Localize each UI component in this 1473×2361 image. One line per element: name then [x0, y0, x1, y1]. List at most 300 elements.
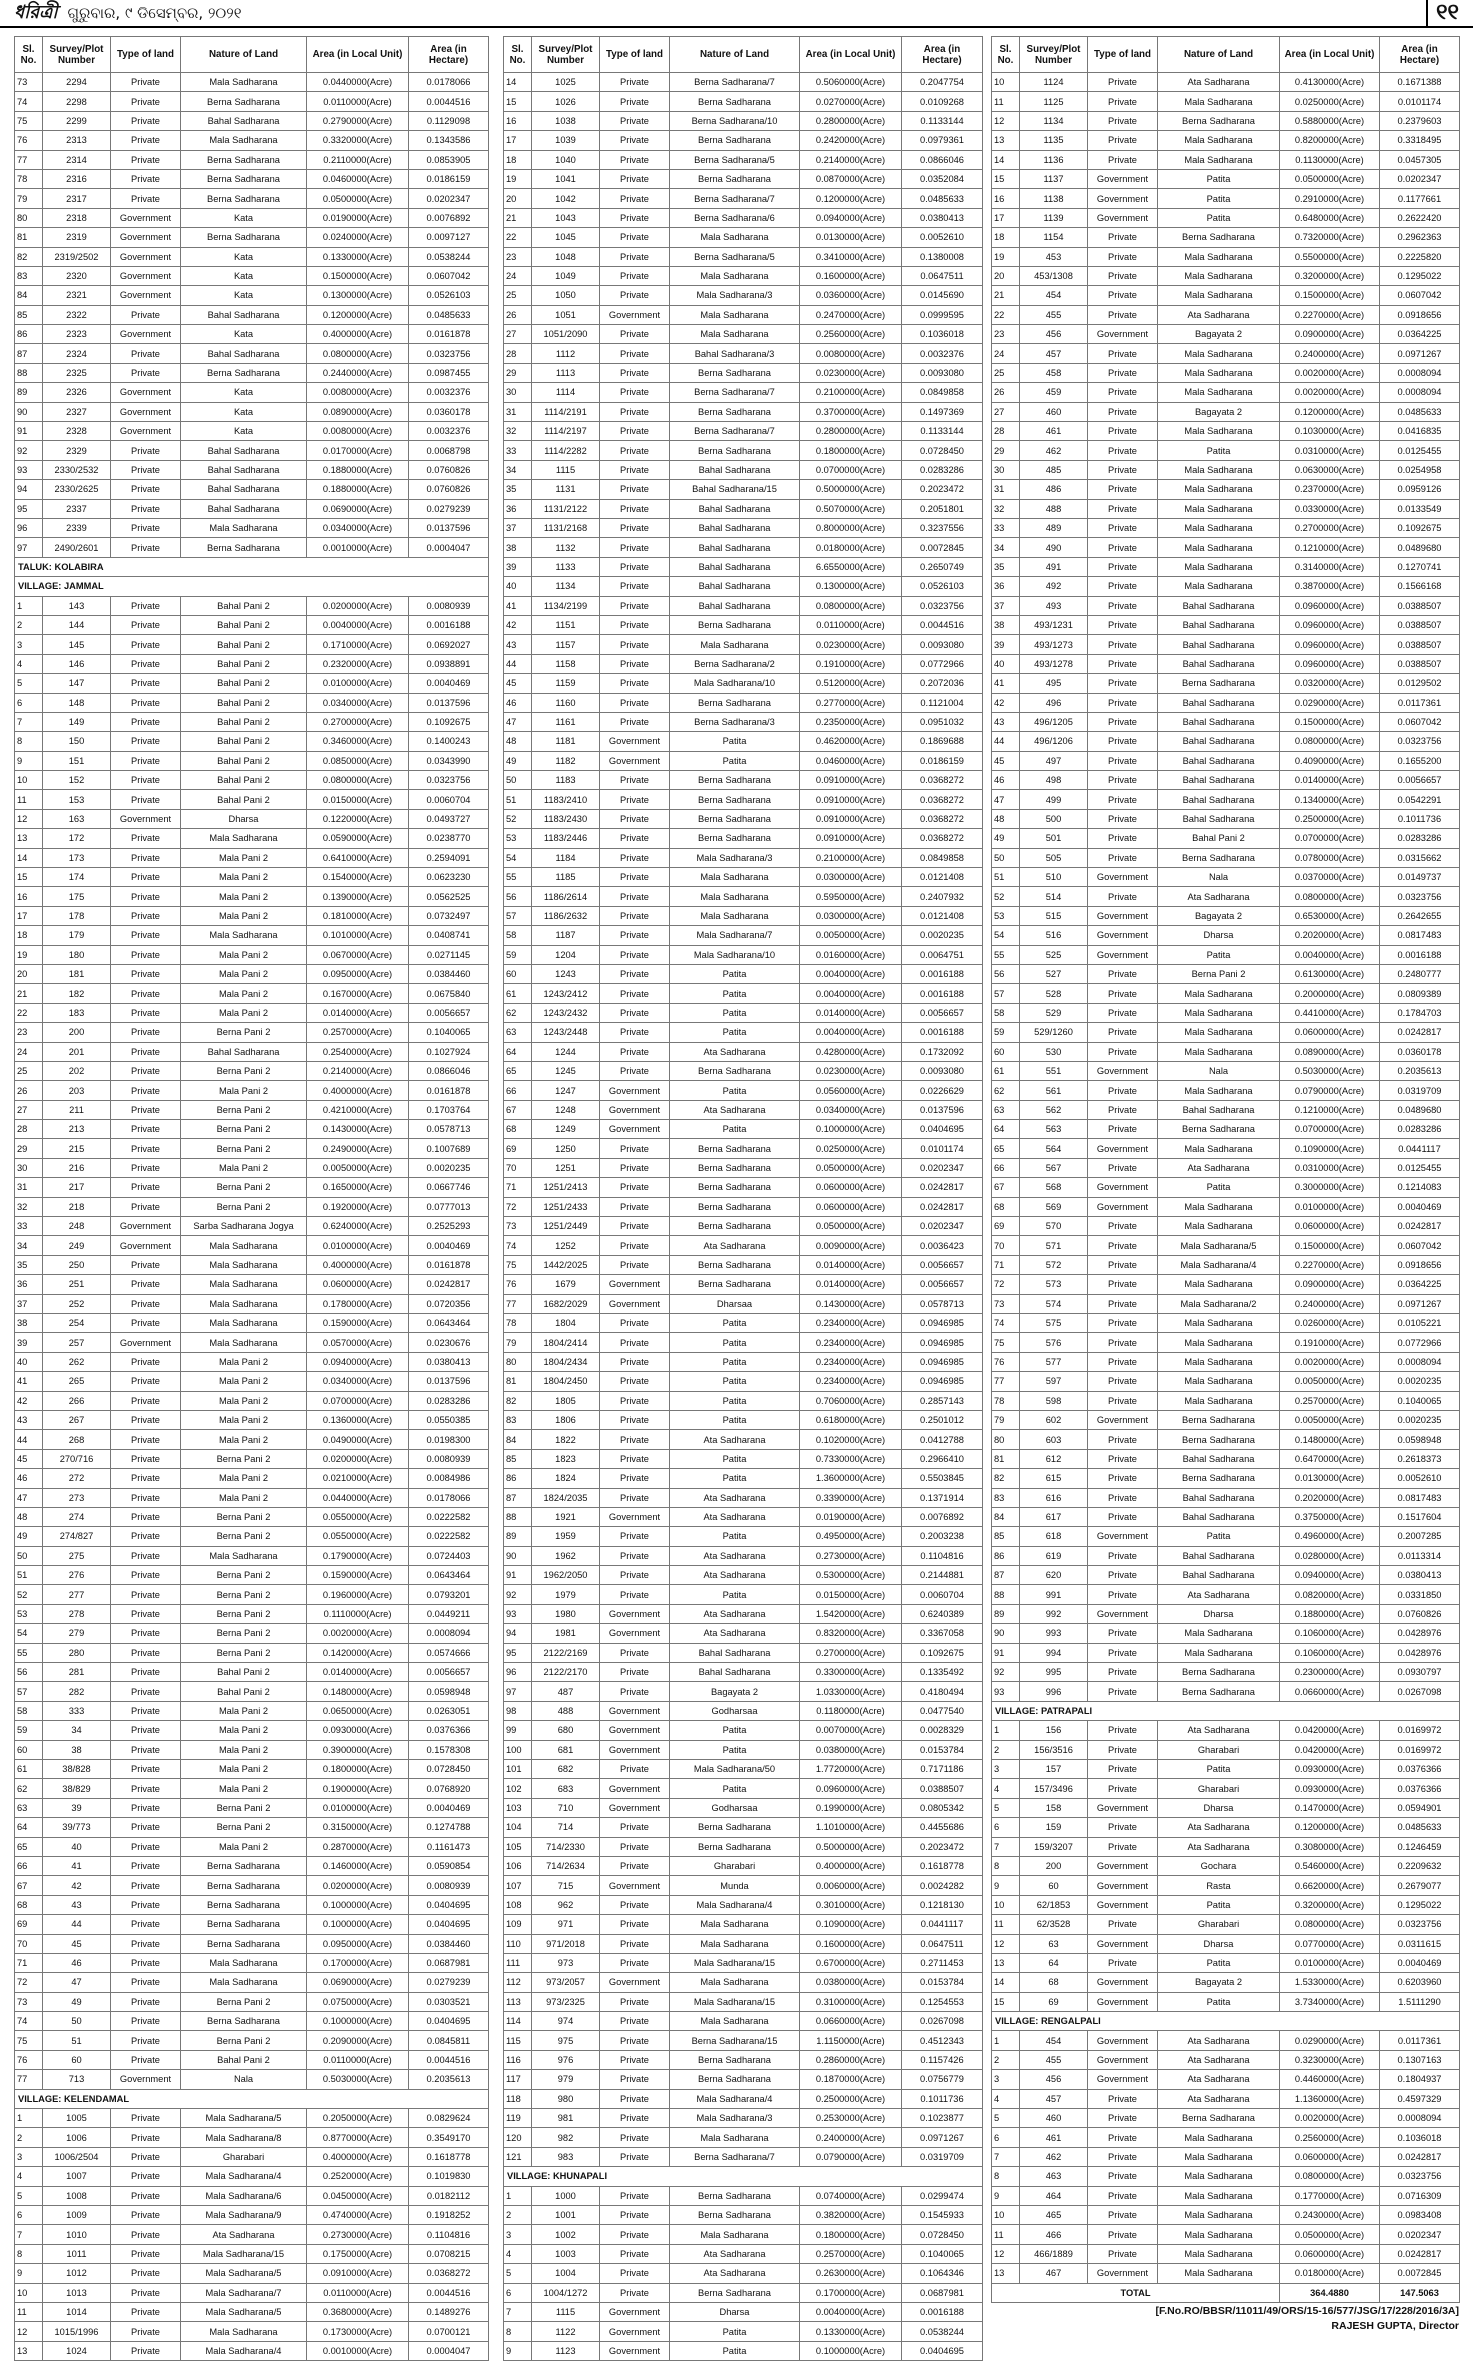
nature-of-land: Berna Pani 2: [181, 1197, 307, 1216]
area-local: 0.2370000(Acre): [1280, 480, 1380, 499]
area-local: 0.0180000(Acre): [800, 538, 902, 557]
table-row: [504, 1837, 983, 1856]
area-hectare: 0.0129502: [1380, 674, 1460, 693]
sl-no: 5: [504, 2264, 532, 2283]
type-of-land: Private: [600, 499, 670, 518]
survey-plot-number: 200: [1020, 1856, 1088, 1875]
type-of-land: Private: [1088, 2244, 1158, 2263]
type-of-land: Private: [111, 1507, 181, 1526]
area-hectare: 0.0768920: [409, 1779, 489, 1798]
survey-plot-number: 1243/2432: [532, 1003, 600, 1022]
survey-plot-number: 1114: [532, 383, 600, 402]
nature-of-land: Mala Sadharana/15: [670, 1992, 800, 2011]
sl-no: 83: [992, 1488, 1020, 1507]
sl-no: 102: [504, 1779, 532, 1798]
survey-plot-number: 1980: [532, 1604, 600, 1623]
survey-plot-number: 461: [1020, 2128, 1088, 2147]
type-of-land: Government: [1088, 1876, 1158, 1895]
nature-of-land: Kata: [181, 422, 307, 441]
sl-no: 42: [504, 615, 532, 634]
sl-no: 11: [992, 2225, 1020, 2244]
section-label: VILLAGE: KELENDAMAL: [15, 2089, 489, 2108]
nature-of-land: Bahal Sadharana/3: [670, 344, 800, 363]
area-local: 0.3870000(Acre): [1280, 577, 1380, 596]
table-row: [992, 712, 1460, 731]
area-local: 0.0740000(Acre): [800, 2186, 902, 2205]
type-of-land: Private: [1088, 402, 1158, 421]
sl-no: 18: [992, 228, 1020, 247]
table-row: [504, 1449, 983, 1468]
survey-plot-number: 183: [43, 1003, 111, 1022]
area-hectare: 0.0121408: [902, 906, 983, 925]
area-local: 0.5000000(Acre): [800, 1837, 902, 1856]
nature-of-land: Mala Sadharana: [670, 266, 800, 285]
table-row: [15, 363, 489, 382]
survey-plot-number: 1002: [532, 2225, 600, 2244]
nature-of-land: Berna Sadharana: [181, 1895, 307, 1914]
survey-plot-number: 681: [532, 1740, 600, 1759]
area-local: 0.1790000(Acre): [307, 1546, 409, 1565]
area-hectare: 0.3237556: [902, 518, 983, 537]
type-of-land: Private: [600, 1992, 670, 2011]
table-row: [992, 596, 1460, 615]
nature-of-land: Berna Pani 2: [1158, 964, 1280, 983]
sl-no: 54: [15, 1624, 43, 1643]
nature-of-land: Bahal Pani 2: [181, 615, 307, 634]
sl-no: 3: [992, 1759, 1020, 1778]
table-row: [504, 189, 983, 208]
survey-plot-number: 1804/2434: [532, 1352, 600, 1371]
area-hectare: 0.0202347: [409, 189, 489, 208]
area-hectare: 0.1295022: [1380, 1895, 1460, 1914]
area-local: 0.0930000(Acre): [307, 1721, 409, 1740]
area-hectare: 0.0145690: [902, 286, 983, 305]
area-hectare: 0.0441117: [1380, 1139, 1460, 1158]
survey-plot-number: 144: [43, 615, 111, 634]
area-hectare: 0.1270741: [1380, 557, 1460, 576]
area-hectare: 0.0364225: [1380, 325, 1460, 344]
table-row: [15, 2302, 489, 2321]
survey-plot-number: 1124: [1020, 73, 1088, 92]
nature-of-land: Mala Sadharana: [181, 2322, 307, 2341]
table-row: [992, 693, 1460, 712]
area-hectare: 0.0772966: [1380, 1333, 1460, 1352]
area-local: 0.5030000(Acre): [1280, 1061, 1380, 1080]
survey-plot-number: 1115: [532, 2302, 600, 2321]
area-hectare: 0.0607042: [1380, 712, 1460, 731]
type-of-land: Government: [600, 2341, 670, 2360]
survey-plot-number: 486: [1020, 480, 1088, 499]
type-of-land: Private: [600, 1158, 670, 1177]
area-hectare: 0.0267098: [902, 2012, 983, 2031]
survey-plot-number: 152: [43, 771, 111, 790]
sl-no: 85: [992, 1527, 1020, 1546]
area-local: 0.0080000(Acre): [307, 422, 409, 441]
table-row: [15, 887, 489, 906]
area-local: 0.1870000(Acre): [800, 2070, 902, 2089]
sl-no: 59: [15, 1721, 43, 1740]
type-of-land: Government: [111, 247, 181, 266]
sl-no: 24: [992, 344, 1020, 363]
type-of-land: Private: [600, 906, 670, 925]
area-local: 0.0500000(Acre): [800, 1217, 902, 1236]
type-of-land: Private: [1088, 674, 1158, 693]
sl-no: 69: [504, 1139, 532, 1158]
type-of-land: Private: [600, 2147, 670, 2166]
area-local: 0.1750000(Acre): [307, 2244, 409, 2263]
area-local: 1.5330000(Acre): [1280, 1973, 1380, 1992]
table-row: [504, 615, 983, 634]
survey-plot-number: 1006/2504: [43, 2147, 111, 2166]
survey-plot-number: 2326: [43, 383, 111, 402]
survey-plot-number: 262: [43, 1352, 111, 1371]
table-row: [992, 1759, 1460, 1778]
type-of-land: Private: [111, 1081, 181, 1100]
sl-no: 58: [992, 1003, 1020, 1022]
area-hectare: 0.1254553: [902, 1992, 983, 2011]
table-row: [504, 887, 983, 906]
area-hectare: 0.0772966: [902, 654, 983, 673]
nature-of-land: Berna Sadharana: [1158, 1120, 1280, 1139]
type-of-land: Private: [111, 615, 181, 634]
area-hectare: 0.0331850: [1380, 1585, 1460, 1604]
column-header: Type of land: [111, 37, 181, 73]
sl-no: 41: [15, 1372, 43, 1391]
type-of-land: Private: [1088, 305, 1158, 324]
area-local: 0.5300000(Acre): [800, 1566, 902, 1585]
type-of-land: Government: [1088, 1934, 1158, 1953]
sl-no: 107: [504, 1876, 532, 1895]
type-of-land: Private: [1088, 422, 1158, 441]
table-row: [992, 1372, 1460, 1391]
area-hectare: 0.1019830: [409, 2167, 489, 2186]
survey-plot-number: 495: [1020, 674, 1088, 693]
nature-of-land: Bagayata 2: [670, 1682, 800, 1701]
survey-plot-number: 278: [43, 1604, 111, 1623]
sl-no: 74: [992, 1314, 1020, 1333]
column-header: Nature of Land: [1158, 37, 1280, 73]
nature-of-land: Berna Sadharana: [670, 1818, 800, 1837]
survey-plot-number: 467: [1020, 2264, 1088, 2283]
survey-plot-number: 179: [43, 926, 111, 945]
survey-plot-number: 69: [1020, 1992, 1088, 2011]
table-row: [504, 1604, 983, 1623]
area-local: 0.1060000(Acre): [1280, 1643, 1380, 1662]
survey-plot-number: 60: [43, 2050, 111, 2069]
sl-no: 9: [992, 1876, 1020, 1895]
table-row: [992, 1818, 1460, 1837]
survey-plot-number: 1243/2448: [532, 1023, 600, 1042]
nature-of-land: Berna Sadharana: [670, 1197, 800, 1216]
survey-plot-number: 460: [1020, 2109, 1088, 2128]
area-hectare: 0.0428976: [1380, 1643, 1460, 1662]
nature-of-land: Nala: [1158, 868, 1280, 887]
table-row: [504, 480, 983, 499]
table-row: [504, 771, 983, 790]
type-of-land: Private: [111, 480, 181, 499]
sl-no: 51: [504, 790, 532, 809]
area-local: 0.1360000(Acre): [307, 1410, 409, 1429]
type-of-land: Private: [111, 1120, 181, 1139]
type-of-land: Private: [600, 266, 670, 285]
area-local: 0.0130000(Acre): [800, 228, 902, 247]
type-of-land: Private: [600, 1682, 670, 1701]
area-hectare: 0.0388507: [1380, 615, 1460, 634]
table-row: [992, 1023, 1460, 1042]
table-row: [992, 1779, 1460, 1798]
sl-no: 39: [15, 1333, 43, 1352]
sl-no: 44: [504, 654, 532, 673]
survey-plot-number: 1442/2025: [532, 1255, 600, 1274]
survey-plot-number: 488: [1020, 499, 1088, 518]
area-local: 0.1500000(Acre): [1280, 286, 1380, 305]
area-hectare: 0.1400243: [409, 732, 489, 751]
area-hectare: 0.0161878: [409, 325, 489, 344]
nature-of-land: Berna Sadharana: [1158, 1663, 1280, 1682]
sl-no: 6: [15, 2205, 43, 2224]
survey-plot-number: 971: [532, 1915, 600, 1934]
table-row: [504, 1023, 983, 1042]
nature-of-land: Bahal Sadharana: [670, 1643, 800, 1662]
nature-of-land: Berna Sadharana: [670, 1255, 800, 1274]
type-of-land: Private: [111, 829, 181, 848]
survey-plot-number: 974: [532, 2012, 600, 2031]
column-header: Type of land: [600, 37, 670, 73]
area-hectare: 1.5111290: [1380, 1992, 1460, 2011]
type-of-land: Government: [111, 1217, 181, 1236]
type-of-land: Private: [111, 1740, 181, 1759]
area-hectare: 0.1157426: [902, 2050, 983, 2069]
survey-plot-number: 487: [532, 1682, 600, 1701]
sl-no: 76: [15, 131, 43, 150]
area-hectare: 0.1869688: [902, 732, 983, 751]
area-local: 0.5000000(Acre): [800, 480, 902, 499]
section-heading: [992, 2012, 1460, 2031]
area-local: 0.0790000(Acre): [800, 2147, 902, 2166]
type-of-land: Private: [1088, 1953, 1158, 1972]
sl-no: 9: [504, 2341, 532, 2360]
survey-plot-number: 2339: [43, 518, 111, 537]
area-hectare: 0.2501012: [902, 1410, 983, 1429]
area-local: 0.1800000(Acre): [307, 1759, 409, 1778]
area-hectare: 0.0303521: [409, 1992, 489, 2011]
type-of-land: Private: [111, 2205, 181, 2224]
survey-plot-number: 499: [1020, 790, 1088, 809]
nature-of-land: Mala Pani 2: [181, 1837, 307, 1856]
area-local: 0.2420000(Acre): [800, 131, 902, 150]
sl-no: 88: [15, 363, 43, 382]
area-hectare: 0.0376366: [1380, 1759, 1460, 1778]
sl-no: 13: [992, 131, 1020, 150]
nature-of-land: Mala Sadharana: [1158, 1624, 1280, 1643]
area-hectare: 0.1517604: [1380, 1507, 1460, 1526]
table-row: [15, 1449, 489, 1468]
nature-of-land: Bahal Sadharana: [670, 596, 800, 615]
area-hectare: 0.0036423: [902, 1236, 983, 1255]
nature-of-land: Mala Sadharana: [670, 1973, 800, 1992]
area-local: 0.1780000(Acre): [307, 1294, 409, 1313]
type-of-land: Private: [600, 1915, 670, 1934]
area-local: 0.2050000(Acre): [307, 2109, 409, 2128]
table-row: [504, 441, 983, 460]
area-hectare: 0.0016188: [902, 964, 983, 983]
survey-plot-number: 576: [1020, 1333, 1088, 1352]
sl-no: 25: [504, 286, 532, 305]
area-local: 0.6700000(Acre): [800, 1953, 902, 1972]
type-of-land: Private: [111, 1061, 181, 1080]
nature-of-land: Mala Pani 2: [181, 868, 307, 887]
land-table-3: [991, 36, 1460, 2303]
nature-of-land: Mala Sadharana/3: [670, 286, 800, 305]
area-hectare: 0.0817483: [1380, 1488, 1460, 1507]
area-local: 0.1200000(Acre): [1280, 402, 1380, 421]
type-of-land: Private: [111, 2128, 181, 2147]
sl-no: 26: [15, 1081, 43, 1100]
type-of-land: Private: [1088, 1449, 1158, 1468]
area-hectare: 0.0004047: [409, 2341, 489, 2360]
area-local: 0.0010000(Acre): [307, 538, 409, 557]
type-of-land: Private: [600, 1469, 670, 1488]
nature-of-land: Kata: [181, 266, 307, 285]
nature-of-land: Mala Sadharana: [1158, 2128, 1280, 2147]
table-row: [504, 383, 983, 402]
nature-of-land: Bahal Sadharana: [670, 518, 800, 537]
table-row: [504, 1410, 983, 1429]
survey-plot-number: 279: [43, 1624, 111, 1643]
area-hectare: 0.0044516: [409, 92, 489, 111]
sl-no: 27: [15, 1100, 43, 1119]
survey-plot-number: 1184: [532, 848, 600, 867]
survey-plot-number: 1181: [532, 732, 600, 751]
area-local: 0.0960000(Acre): [1280, 635, 1380, 654]
table-row: [992, 2186, 1460, 2205]
survey-plot-number: 62/3528: [1020, 1915, 1088, 1934]
table-row: [15, 1973, 489, 1992]
area-local: 0.5880000(Acre): [1280, 111, 1380, 130]
area-local: 0.0460000(Acre): [800, 751, 902, 770]
survey-plot-number: 682: [532, 1759, 600, 1778]
area-hectare: 0.2035613: [409, 2070, 489, 2089]
file-reference: [F.No.RO/BBSR/11011/49/ORS/15-16/577/JSG/17/228/2016/3A]: [1155, 2305, 1459, 2317]
nature-of-land: Kata: [181, 286, 307, 305]
sl-no: 79: [992, 1410, 1020, 1429]
area-local: 0.0050000(Acre): [1280, 1372, 1380, 1391]
area-local: 0.0020000(Acre): [307, 1624, 409, 1643]
area-hectare: 0.1036018: [902, 325, 983, 344]
area-hectare: 0.0056657: [902, 1255, 983, 1274]
table-row: [504, 1197, 983, 1216]
area-local: 0.0560000(Acre): [800, 1081, 902, 1100]
sl-no: 12: [992, 111, 1020, 130]
nature-of-land: Bahal Pani 2: [181, 596, 307, 615]
type-of-land: Private: [600, 422, 670, 441]
survey-plot-number: 1251/2413: [532, 1178, 600, 1197]
area-local: 0.1500000(Acre): [1280, 712, 1380, 731]
type-of-land: Private: [600, 402, 670, 421]
sl-no: 9: [15, 2264, 43, 2283]
area-hectare: 0.0101174: [902, 1139, 983, 1158]
type-of-land: Private: [111, 1488, 181, 1507]
type-of-land: Private: [111, 1314, 181, 1333]
area-hectare: 0.0060704: [409, 790, 489, 809]
table-row: [992, 771, 1460, 790]
table-row: [15, 2128, 489, 2147]
area-hectare: 0.2003238: [902, 1527, 983, 1546]
table-row: [15, 266, 489, 285]
sl-no: 48: [504, 732, 532, 751]
area-local: 0.0200000(Acre): [307, 1449, 409, 1468]
nature-of-land: Mala Sadharana: [1158, 1003, 1280, 1022]
survey-plot-number: 1243: [532, 964, 600, 983]
nature-of-land: Berna Sadharana: [1158, 848, 1280, 867]
table-row: [992, 964, 1460, 983]
sl-no: 25: [992, 363, 1020, 382]
area-hectare: 0.0538244: [902, 2322, 983, 2341]
sl-no: 75: [504, 1255, 532, 1274]
survey-plot-number: 530: [1020, 1042, 1088, 1061]
sl-no: 11: [15, 790, 43, 809]
survey-plot-number: 46: [43, 1953, 111, 1972]
survey-plot-number: 157/3496: [1020, 1779, 1088, 1798]
table-row: [992, 1139, 1460, 1158]
nature-of-land: Patita: [670, 2322, 800, 2341]
area-local: 1.3600000(Acre): [800, 1469, 902, 1488]
nature-of-land: Berna Sadharana: [670, 441, 800, 460]
table-row: [992, 1333, 1460, 1352]
sl-no: 105: [504, 1837, 532, 1856]
survey-plot-number: 1013: [43, 2283, 111, 2302]
area-local: 0.2340000(Acre): [800, 1314, 902, 1333]
nature-of-land: Berna Sadharana: [1158, 228, 1280, 247]
survey-plot-number: 1160: [532, 693, 600, 712]
survey-plot-number: 459: [1020, 383, 1088, 402]
sl-no: 44: [15, 1430, 43, 1449]
type-of-land: Private: [111, 1100, 181, 1119]
area-hectare: 0.0720356: [409, 1294, 489, 1313]
area-local: 0.0460000(Acre): [307, 169, 409, 188]
nature-of-land: Mala Sadharana: [670, 325, 800, 344]
nature-of-land: Mala Sadharana: [1158, 499, 1280, 518]
area-hectare: 0.0384460: [409, 1934, 489, 1953]
sl-no: 17: [992, 208, 1020, 227]
area-hectare: 0.0360178: [1380, 1042, 1460, 1061]
table-row: [504, 1721, 983, 1740]
sl-no: 7: [15, 712, 43, 731]
column-header: Survey/Plot Number: [532, 37, 600, 73]
table-row: [15, 2322, 489, 2341]
table-row: [504, 1663, 983, 1682]
type-of-land: Private: [111, 1624, 181, 1643]
nature-of-land: Mala Sadharana: [1158, 344, 1280, 363]
nature-of-land: Dharsa: [181, 809, 307, 828]
area-local: 0.1030000(Acre): [1280, 422, 1380, 441]
survey-plot-number: 569: [1020, 1197, 1088, 1216]
table-row: [992, 577, 1460, 596]
area-local: 0.5500000(Acre): [1280, 247, 1380, 266]
area-hectare: 0.0267098: [1380, 1682, 1460, 1701]
type-of-land: Private: [1088, 2109, 1158, 2128]
area-hectare: 0.1618778: [409, 2147, 489, 2166]
type-of-land: Government: [1088, 868, 1158, 887]
nature-of-land: Mala Sadharana: [1158, 1372, 1280, 1391]
survey-plot-number: 1183/2430: [532, 809, 600, 828]
area-hectare: 0.0951032: [902, 712, 983, 731]
sl-no: 82: [15, 247, 43, 266]
area-hectare: 0.0477540: [902, 1701, 983, 1720]
area-local: 0.2500000(Acre): [1280, 809, 1380, 828]
table-row: [15, 868, 489, 887]
type-of-land: Private: [600, 441, 670, 460]
